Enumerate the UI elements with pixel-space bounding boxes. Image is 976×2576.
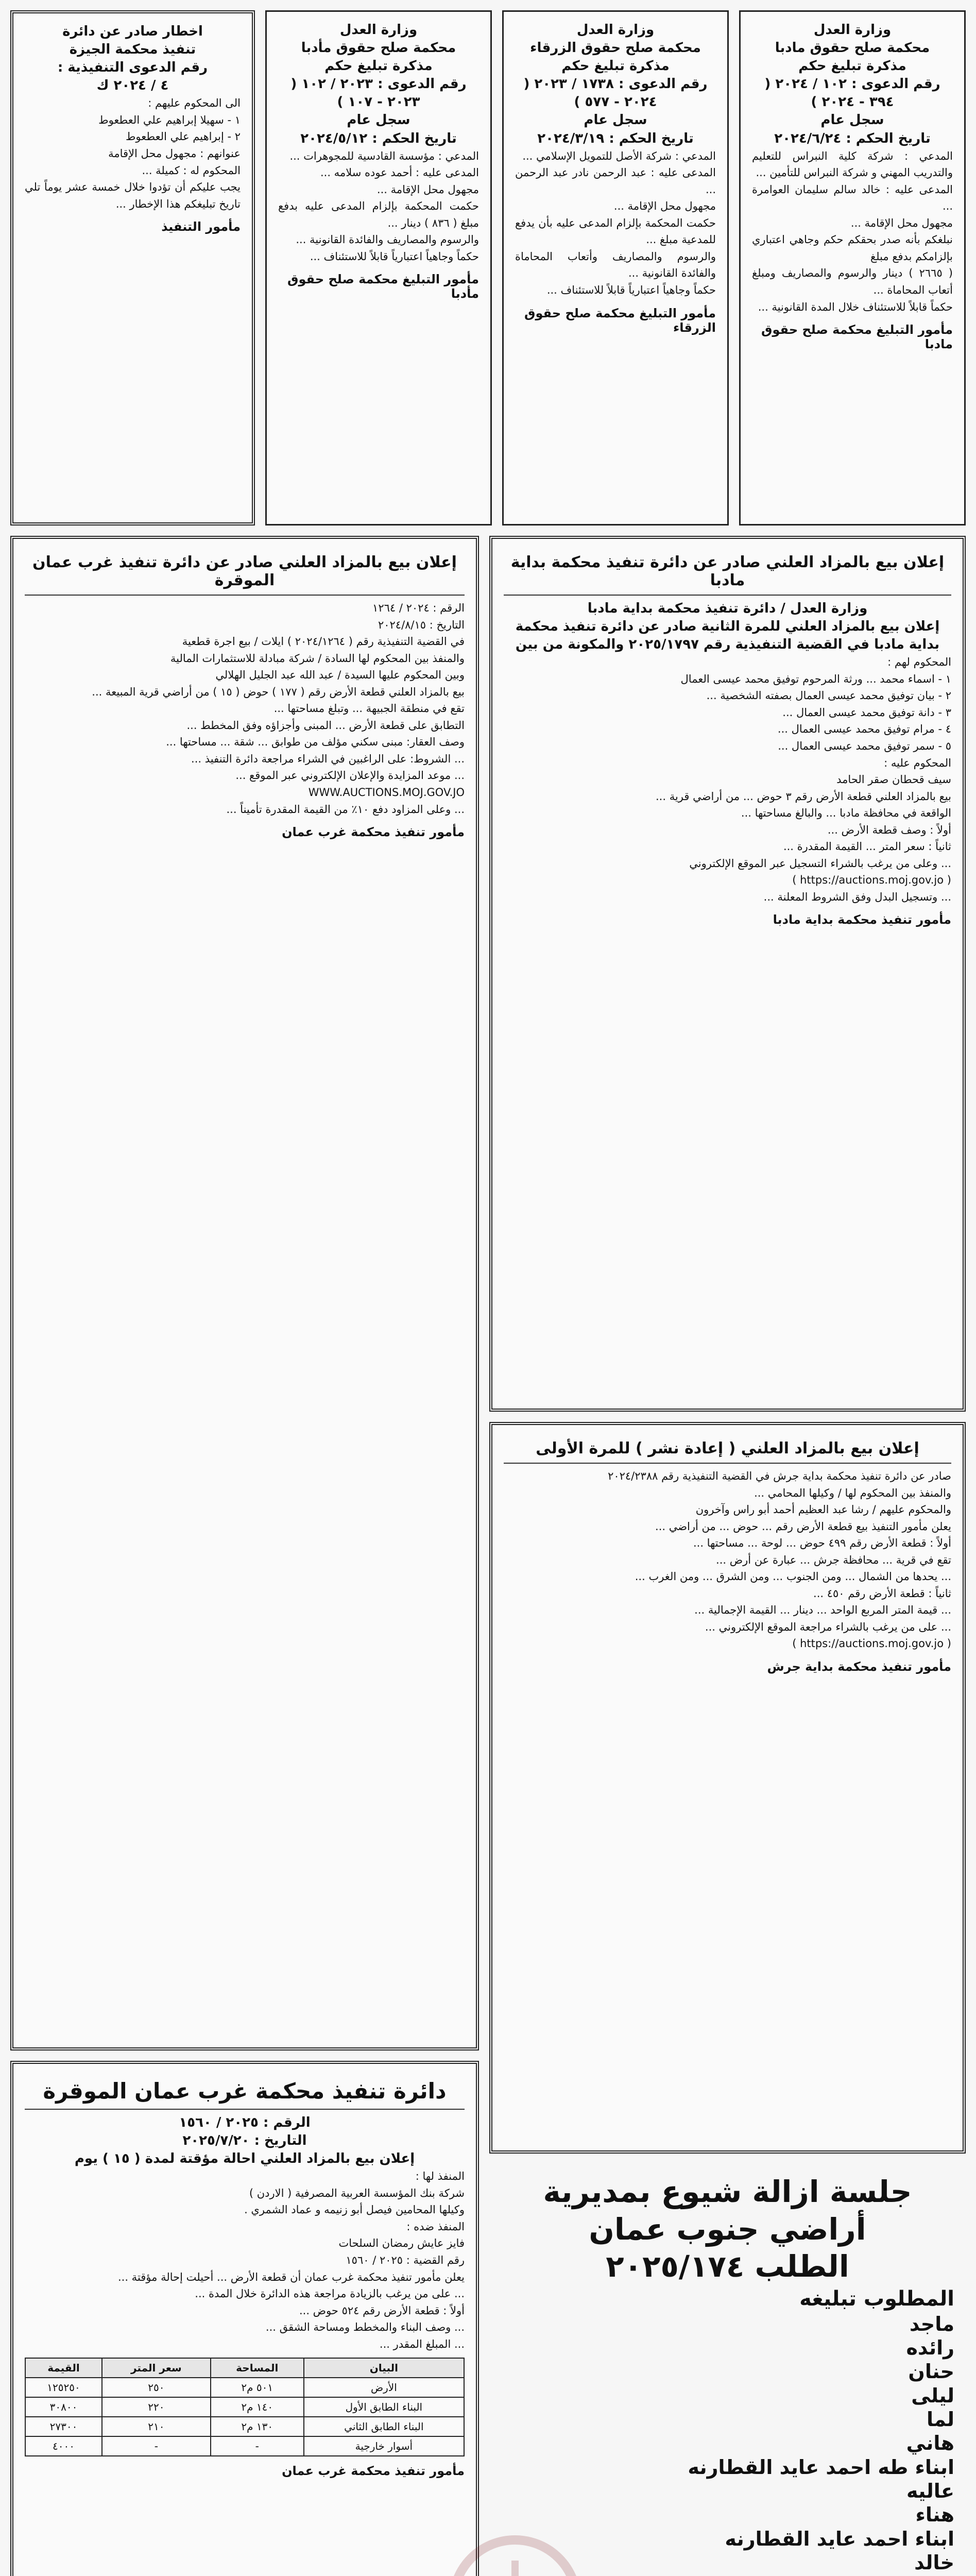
notice-line: ... على من يرغب بالزيادة مراجعة هذه الدائرة خلال المدة ... [195,2287,465,2300]
notice-line: حكماً وجاهياً اعتبارياً قابلاً للاستئناف ... [546,284,716,297]
notice-line: مأمور التبليغ محكمة صلح حقوق الزرقاء [524,306,716,335]
notice-line: المدعى عليه : عبد الرحمن نادر عبد الرحمن ... [515,166,716,196]
notice-line: والرسوم والمصاريف وأتعاب المحاماة والفائدة القانونية ... [515,250,716,280]
hearing-title: الطلب ٢٠٢٥/١٧٤ [606,2249,849,2284]
notice-line: ٣ - دانة توفيق محمد عيسى العمال ... [782,706,951,719]
notice-line: ... موعد المزايدة والإعلان الإلكتروني عبر الموقع ... [235,769,465,782]
notice-line: ... وتسجيل البدل وفق الشروط المعلنة ... [763,890,951,903]
notice-madaba-auction [489,536,966,1412]
summons-intro: المطلوب تبليغه [799,2286,954,2311]
notice-line: ٢ - بيان توفيق محمد عيسى العمال بصفته الشخصية ... [706,689,951,702]
table-cell: ٥٠١ م٢ [211,2378,304,2397]
notice-line: سجل عام [347,112,410,128]
notice-line: محكمة صلح حقوق مأدبا [301,40,456,56]
notice-line: وكيلها المحامين فيصل أبو زنيمه و عماد الشمري . [244,2204,465,2216]
notice-line: مأمور التبليغ محكمة صلح حقوق مادبا [761,323,953,352]
west-amman-referral-signature: مأمور تنفيذ محكمة غرب عمان [282,2464,465,2479]
table-row [25,2436,464,2456]
table-cell: ٤٠٠٠ [25,2436,102,2456]
notice-line: مجهول محل الإقامة ... [850,216,953,229]
notice-line: مأمور التبليغ محكمة صلح حقوق مأدبا [287,272,479,301]
notice-line: بيع بالمزاد العلني قطعة الأرض رقم ( ١٧٧ ) حوض ( ١٥ ) من أراضي قرية المبيعة ... [92,685,465,698]
summoned-person: ليلى [911,2384,954,2407]
notice-line: المدعي : مؤسسة القادسية للمجوهرات ... [289,149,479,162]
notice-line: المحكوم عليه : [884,756,951,769]
notice-line: ... قيمة المتر المربع الواحد ... دينار ... القيمة الإجمالية ... [694,1604,951,1617]
notice-line: ٤ - مرام توفيق محمد عيسى العمال ... [777,723,951,736]
notice-west-amman-auction [10,536,479,2050]
notice-line: أولاً : قطعة الأرض رقم ٤٩٩ حوض ... لوحة ... مساحتها ... [693,1537,951,1550]
notice-line: ثانياً : قطعة الأرض رقم ٤٥٠ ... [813,1587,951,1600]
notice-line: والمنفذ بين المحكوم لها السادة / شركة مبادلة للاستثمارات المالية [170,652,465,665]
notice-line: ثانياً : سعر المتر ... القيمة المقدرة ... [783,840,951,853]
notice-line: مأمور تنفيذ محكمة غرب عمان [282,825,465,840]
notice-line: وزارة العدل [813,22,892,38]
notice-line: المنفذ لها : [415,2170,465,2183]
summoned-person: عاليه [906,2480,954,2503]
notice-line: المحكوم لهم : [887,656,951,669]
notice-line: ... على من يرغب بالشراء مراجعة الموقع الإلكتروني ... [705,1620,951,1633]
table-cell: ١٣٠ م٢ [211,2417,304,2436]
table-cell: - [102,2436,211,2456]
west-amman-referral-title: دائرة تنفيذ محكمة غرب عمان الموقرة [43,2078,447,2104]
notice-line: المدعى عليه : أحمد عوده سلامه ... [320,166,479,179]
table-row [25,2397,464,2417]
notice-line: المحكوم له : كميلة ... [142,164,241,177]
table-header-cell: القيمة [25,2358,102,2378]
notice-line: مذكرة تبليغ حكم [561,58,670,74]
table-cell: الأرض [304,2378,464,2397]
notice-line: تاريخ الحكم : ٢٠٢٤/٥/١٢ [300,130,457,146]
notice-line: مأمور تنفيذ محكمة بداية مادبا [773,912,951,927]
notice-line: بداية مادبا في القضية التنفيذية رقم ٢٠٢٥/١٧٩٧ والمكونة من بين [515,637,940,653]
notice-line: ... الشروط: على الراغبين في الشراء مراجعة دائرة التنفيذ ... [191,752,465,765]
notice-line: المدعي : شركة الأصل للتمويل الإسلامي ... [522,149,716,162]
notice-line: التطابق على قطعة الأرض ... المبنى وأجزاؤه وفق المخطط ... [186,719,465,732]
notice-madaba-judgment-2 [265,10,492,526]
madaba-auction-title: إعلان بيع بالمزاد العلني صادر عن دائرة تنفيذ محكمة بداية مادبا [510,553,945,589]
notice-line: ٥ - سمر توفيق محمد عيسى العمال ... [778,740,951,753]
table-cell: ١٢٥٢٥٠ [25,2378,102,2397]
notice-line: WWW.AUCTIONS.MOJ.GOV.JO [308,786,465,799]
table-cell: ٢١٠ [102,2417,211,2436]
notice-line: مأمور التنفيذ [161,219,241,234]
jerash-auction-title: إعلان بيع بالمزاد العلني ( إعادة نشر ) للمرة الأولى [536,1439,919,1458]
notice-line: يعلن مأمور تنفيذ محكمة غرب عمان أن قطعة الأرض ... أحيلت إحالة مؤقتة ... [117,2270,465,2283]
table-header-cell: البيان [304,2358,464,2378]
notice-line: ... وعلى المزاود دفع ١٠٪ من القيمة المقدرة تأميناً ... [226,803,465,816]
notice-line: حكمت المحكمة بإلزام المدعى عليه بأن يدفع للمدعية مبلغ ... [515,216,716,246]
notice-line: ( ٢٦٦٥ ) دينار والرسوم والمصاريف ومبلغ أتعاب المحاماة ... [752,267,953,297]
notice-line: ( https://auctions.moj.gov.jo ) [792,874,951,887]
notice-line: محكمة صلح حقوق الزرقاء [530,40,701,56]
notice-line: نبلغكم بأنه صدر بحقكم حكم وجاهي اعتباري بإلزامكم بدفع مبلغ [752,233,953,263]
notice-line: حكماً قابلاً للاستئناف خلال المدة القانونية ... [758,300,953,313]
notice-line: في القضية التنفيذية رقم ( ٢٠٢٤/١٢٦٤ ) ايلات / بيع اجرة قطعية [182,635,465,648]
notice-line: شركة بنك المؤسسة العربية المصرفية ( الاردن ) [249,2187,465,2199]
notice-line: والمنفذ بين المحكوم لها / وكيلها المحامي ... [754,1486,951,1499]
notice-line: التاريخ : ٢٠٢٤/٨/١٥ [378,618,465,631]
notice-zarqa-judgment [502,10,729,526]
notice-line: وزارة العدل [339,22,418,38]
hearing-title: جلسة ازالة شيوع بمديرية [543,2174,912,2209]
notice-line: أولاً : وصف قطعة الأرض ... [827,823,951,836]
table-cell: ٢٥٠ [102,2378,211,2397]
table-cell: البناء الطابق الأول [304,2397,464,2417]
summoned-person: رائده [906,2336,954,2359]
notice-line: ٤ / ٢٠٢٤ ك [96,78,169,94]
notice-line: تاريخ الحكم : ٢٠٢٤/٣/١٩ [537,130,694,146]
notice-line: ... وعلى من يرغب بالشراء التسجيل عبر الموقع الإلكتروني [689,857,951,870]
notice-line: مذكرة تبليغ حكم [798,58,906,74]
valuation-table [25,2358,465,2456]
notice-line: ١ - سهيلا إبراهيم علي العطعوط [98,113,241,126]
notice-line: المدعى عليه : خالد سالم سليمان العوامرة ... [752,183,953,213]
notice-line: فايز عايش رمضان السلحات [338,2237,465,2250]
table-row [25,2378,464,2397]
summoned-person: حنان [908,2360,954,2383]
notice-line: حكمت المحكمة بإلزام المدعى عليه بدفع مبلغ ( ٨٣٦ ) دينار ... [278,200,479,229]
summoned-person: لما [926,2408,954,2431]
notice-jerash-auction [489,1422,966,2154]
table-cell: ٣٠٨٠٠ [25,2397,102,2417]
summoned-person: ماجد [909,2312,954,2335]
notice-line: ... المبلغ المقدر ... [379,2337,465,2350]
notice-line: حكماً وجاهياً اعتبارياً قابلاً للاستئناف ... [310,250,479,263]
notice-line: وزارة العدل / دائرة تنفيذ محكمة بداية مادبا [587,601,868,616]
divider [25,595,465,596]
notice-line: إعلان بيع بالمزاد العلني للمرة الثانية صادر عن دائرة تنفيذ محكمة [515,619,940,635]
notice-line: رقم الدعوى : ١٠٢ / ٢٠٢٤ ( ٣٩٤ - ٢٠٢٤ ) [764,76,940,110]
summoned-person: خالد [914,2551,954,2574]
notice-giza-execution [10,10,255,526]
notice-line: رقم الدعوى التنفيذية : [57,60,208,76]
table-cell: ٢٧٣٠٠ [25,2417,102,2436]
summoned-person: هاني [906,2432,954,2455]
notice-line: صادر عن دائرة تنفيذ محكمة بداية جرش في القضية التنفيذية رقم ٢٠٢٤/٢٣٨٨ [608,1470,951,1482]
notice-line: اخطار صادر عن دائرة [62,24,203,39]
notice-line: ( https://auctions.moj.gov.jo ) [792,1637,951,1650]
notice-line: مذكرة تبليغ حكم [324,58,433,74]
notice-line: سجل عام [584,112,647,128]
notice-west-amman-referral [10,2061,479,2576]
notice-line: سيف قحطان صقر الحامد [836,773,951,786]
notice-line: الى المحكوم عليهم : [148,97,241,110]
notice-line: تقع في منطقة الجبيهة ... وتبلغ مساحتها ... [273,702,465,715]
valuation-table-header [25,2358,464,2378]
notice-line: تقع في قرية ... محافظة جرش ... عبارة عن أرض ... [716,1553,951,1566]
notice-line: يجب عليكم أن تؤدوا خلال خمسة عشر يوماً تلي تاريخ تبليغكم هذا الإخطار ... [25,181,241,210]
notice-line: وصف العقار: مبنى سكني مؤلف من طوابق ... شقة ... مساحتها ... [166,736,465,749]
summoned-person: ابناء طه احمد عايد القطارنه [688,2455,954,2479]
notice-line: رقم الدعوى : ٢٠٢٣ / ١٠٢ ( ٢٠٢٣ - ١٠٧ ) [290,76,467,110]
notice-partition-hearing [489,2164,966,2576]
notice-madaba-judgment [739,10,966,526]
divider [504,595,951,596]
notice-line: بيع بالمزاد العلني قطعة الأرض رقم ٣ حوض ... من أراضي قرية ... [656,790,951,803]
table-header-cell: سعر المتر [102,2358,211,2378]
notice-line: الواقعة في محافظة مادبا ... والبالغ مساحتها ... [741,807,951,820]
notice-line: ... وصف البناء والمخطط ومساحة الشقق ... [265,2321,465,2334]
notice-line: والرسوم والمصاريف والفائدة القانونية ... [296,233,479,246]
divider [504,1463,951,1464]
notice-line: عنوانهم : مجهول محل الإقامة [108,147,241,160]
notice-line: المدعي : شركة كلية النبراس للتعليم والتدريب المهني و شركة النبراس للتأمين ... [752,149,953,179]
notice-line: تاريخ الحكم : ٢٠٢٤/٦/٢٤ [774,130,931,146]
notice-line: التاريخ : ٢٠٢٥/٧/٢٠ [182,2133,307,2149]
notice-line: وبين المحكوم عليها السيدة / عبد الله عبد الجليل الهلالي [215,669,465,682]
notice-line: والمحكوم عليهم / رشا عبد العظيم أحمد أبو راس وآخرون [695,1503,951,1516]
hearing-title: أراضي جنوب عمان [589,2211,866,2247]
west-amman-auction-title: إعلان بيع بالمزاد العلني صادر عن دائرة تنفيذ غرب عمان الموقرة [32,553,457,589]
notice-line: يعلن مأمور التنفيذ بيع قطعة الأرض رقم ... حوض ... من أراضي ... [655,1520,951,1533]
table-cell: ١٤٠ م٢ [211,2397,304,2417]
notice-line: سجل عام [820,112,884,128]
notice-line: مجهول محل الإقامة ... [376,183,479,196]
table-header-cell: المساحة [211,2358,304,2378]
notice-line: ١ - اسماء محمد ... ورثة المرحوم توفيق محمد عيسى العمال [680,672,951,685]
notice-line: وزارة العدل [576,22,655,38]
notice-line: ٢ - إبراهيم علي العطعوط [125,130,241,143]
table-row [25,2417,464,2436]
notice-line: أولاً : قطعة الأرض رقم ٥٢٤ حوض ... [299,2304,465,2317]
notice-line: محكمة صلح حقوق مادبا [775,40,930,56]
table-cell: - [211,2436,304,2456]
table-cell: ٢٢٠ [102,2397,211,2417]
notice-line: مجهول محل الإقامة ... [613,200,716,213]
notice-line: رقم القضية : ٢٠٢٥ / ١٥٦٠ [346,2254,465,2267]
notice-line: المنفذ ضده : [406,2220,465,2233]
notice-line: مأمور تنفيذ محكمة بداية جرش [767,1659,951,1674]
notice-line: رقم الدعوى : ١٧٣٨ / ٢٠٢٣ ( ٢٠٢٤ - ٥٧٧ ) [523,76,708,110]
notice-line: إعلان بيع بالمزاد العلني احالة مؤقتة لمدة ( ١٥ ) يوم [74,2151,415,2167]
table-cell: أسوار خارجية [304,2436,464,2456]
notice-line: الرقم : ٢٠٢٥ / ١٥٦٠ [179,2115,311,2130]
summoned-person: هناء [915,2503,954,2527]
divider [25,2109,465,2110]
notice-line: ... يحدها من الشمال ... ومن الجنوب ... ومن الشرق ... ومن الغرب ... [635,1570,951,1583]
summoned-person: ابناء احمد عايد القطارنه [725,2527,954,2550]
notice-line: الرقم : ٢٠٢٤ / ١٢٦٤ [372,602,465,614]
table-cell: البناء الطابق الثاني [304,2417,464,2436]
notice-line: تنفيذ محكمة الجيزة [69,42,196,58]
